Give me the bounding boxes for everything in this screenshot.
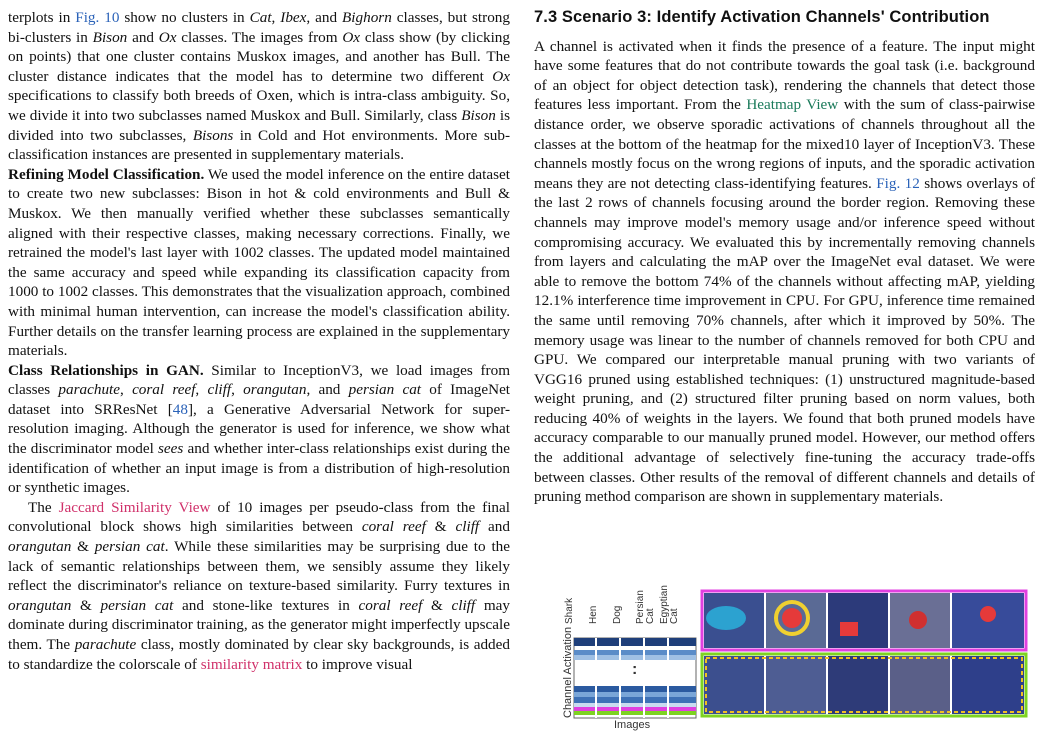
column-label-shark: Shark xyxy=(564,597,575,624)
paragraph-ox-clusters: terplots in Fig. 10 show no clusters in Cat, Ibex, and Bighorn classes, but strong bi-clusters in Bison and Ox classes. The images from Ox class show (by clicking on points) that one cluster contains Muskox images, and another has Bull. The cluster distance indicates that the model has to determine two different Ox specifications to classify both breeds of Oxen, which is intra-class ambiguity. So, we divide it into two subclasses named Muskox and Bull. Similarly, class Bison is divided into two subclasses, Bisons in Cold and Hot environments. More sub-classification instances are presented in supplementary materials. xyxy=(8,9,511,164)
column-label-dog: Dog xyxy=(612,605,623,624)
figure-graphic xyxy=(556,588,1036,730)
heatmap-view-link[interactable]: Heatmap View xyxy=(746,96,839,114)
bottom-overlay-row xyxy=(702,654,1026,716)
figure-channel-activation xyxy=(556,585,1036,731)
fig12-link[interactable]: Fig. 12 xyxy=(876,174,920,192)
paragraph-refining-model: Refining Model Classification. We used the model inference on the entire dataset to create two new subclasses: Bison in hot & cold environments and Bull & Muskox. We then manually verified whether these subclasses semantically aligned with their respective classes, making necessary corrections. Finally, we retrained the model's last layer with 1002 classes. The updated model maintained the same accuracy and speed while expanding its classification capacity from 1000 to 1002 classes. This demonstrates that the visualization approach, combined with minimal human intervention, can increase the model's classification ability. Further details on the transfer learning process are explained in the supplementary materials. xyxy=(8,165,511,360)
paragraph-jaccard: The Jaccard Similarity View of 10 images per pseudo-class from the final convolutional block shows high similarities between coral reef & cliff and orangutan & persian cat. While these similarities may be surprising due to the lack of semantic relationships between them, we sensibly assume they likely reflect the discriminator's reliance on texture-based similarity. Furry textures in orangutan & persian cat and stone-like textures in coral reef & cliff may dominate during discriminator training, as the generator might imperfectly upscale them. The parachute class, mostly dominated by clear sky backgrounds, is added to standardize the colorscale of similarity matrix to improve visual xyxy=(8,498,510,673)
paragraph-activation-channels: A channel is activated when it finds the presence of a feature. The input might have some features that do not contribute towards the goal task (i.e. background of an object for object detection task), rendering the channels that detect those features less important. From the Heatmap View with the sum of class-pairwise distance order, we observe sporadic activations of channels throughout all the classes at the bottom of the heatmap for the mixed10 layer of InceptionV3. These channels mostly focus on the wrong regions of inputs, and the sporadic activation means they are not detecting class-identifying features. Fig. 12 shows overlays of the last 2 rows of channels focusing around the border region. Removing these channels may improve model's memory usage and/or inference speed without compromising accuracy. We evaluated this by incrementally removing channels from layers and calculating the mAP over the ImageNet eval dataset. We were able to remove the bottom 74% of the channels without affecting mAP, yielding 12.1% interference time improvement in CPU. For GPU, inference time remained the same until removing 70% channels, after which it improved by 50%. The memory usage was linear to the number of channels removed for both CPU and GPU. We compared our interpretable manual pruning with two variants of VGG16 pruned using established techniques: (1) unstructured magnitude-based weight pruning, and (2) structured filter pruning based on norm values, both reducing 40% of weights in the layers. We found that both pruned models have accuracy comparable to our manually pruned model. However, our method offers the additional advantage of selectively fine-tuning the accuracy trade-offs between classes. Other results of the removal of different channels and details of pruning method comparison are shown in supplementary materials. xyxy=(534,37,1036,506)
run-in-heading: Refining Model Classification. xyxy=(8,165,205,183)
x-axis-label: Images xyxy=(614,719,651,731)
right-column xyxy=(534,8,1035,507)
citation-link[interactable]: 48 xyxy=(172,400,188,418)
similarity-matrix-link[interactable]: similarity matrix xyxy=(200,655,303,673)
column-label-persian-cat: Persian Cat xyxy=(635,590,656,624)
paragraph-gan-relationships: Class Relationships in GAN. Similar to InceptionV3, we load images from classes parachute, coral reef, cliff, orangutan, and persian cat of ImageNet dataset into SRResNet [48], a Generative Adversarial Network for super-resolution imaging. Although the generator is used for inference, we show what the discriminator model sees and whether inter-class relationships exist during the identification of whether an input image is from a distribution of high-resolution or synthetic images. xyxy=(8,361,511,497)
left-column xyxy=(8,8,510,674)
y-axis-label: Channel Activation xyxy=(562,626,574,718)
jaccard-view-link[interactable]: Jaccard Similarity View xyxy=(58,498,211,516)
run-in-heading: Class Relationships in GAN. xyxy=(8,361,204,379)
section-heading: 7.3 Scenario 3: Identify Activation Channels' Contribution xyxy=(534,8,990,26)
column-label-hen: Hen xyxy=(588,605,599,624)
top-overlay-row xyxy=(702,591,1026,650)
row-ellipsis: : xyxy=(632,661,638,678)
fig10-link[interactable]: Fig. 10 xyxy=(75,9,120,26)
column-label-egyptian-cat: Egyptian Cat xyxy=(659,585,680,624)
